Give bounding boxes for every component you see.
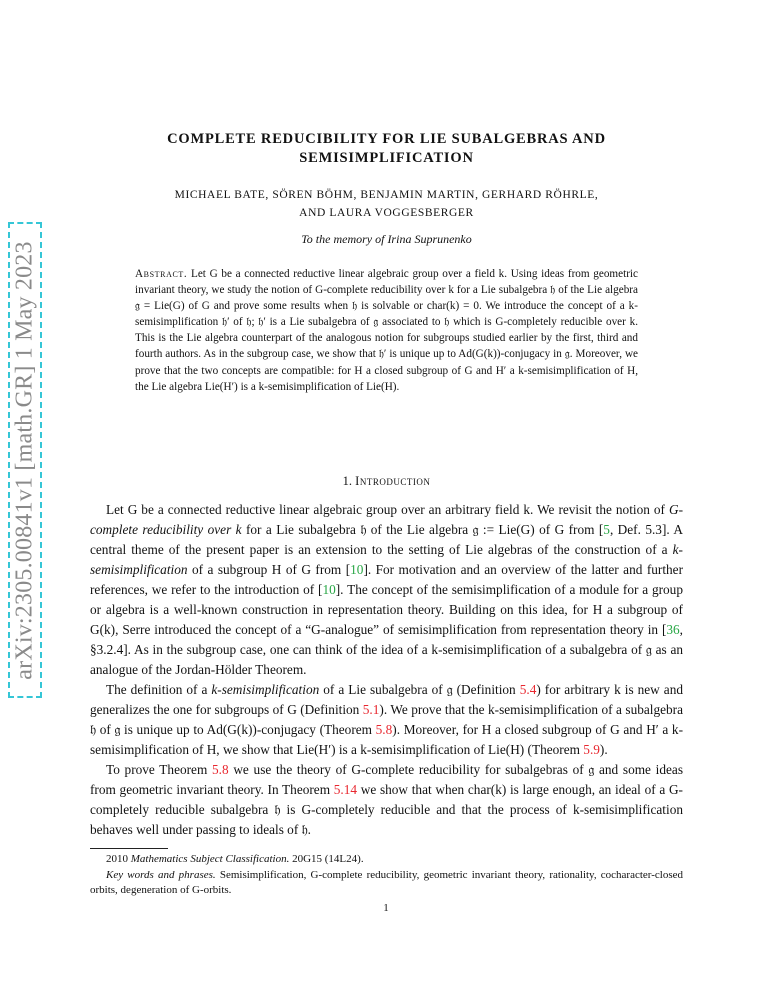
- abstract-text: Let G be a connected reductive linear algebraic group over a field k. Using ideas from geometric invariant theory, we study the notion of G-complete reducibility over k for a Lie subalgebra 𝔥 of the Lie algebra 𝔤 = Lie(G) of G and prove some results when 𝔥 is solvable or char(k) = 0. We introduce the concept of a k-semisimplification 𝔥′ of 𝔥; 𝔥′ is a Lie subalgebra of 𝔤 associated to 𝔥 which is G-completely reducible over k. This is the Lie algebra counterpart of the analogous notion for subgroups studied earlier by the first, third and fourth authors. As in the subgroup case, we show that 𝔥′ is unique up to Ad(G(k))-conjugacy in 𝔤. Moreover, we prove that the two concepts are compatible: for H a closed subgroup of G and H′ a k-semisimplification of H, the Lie algebra Lie(H′) is a k-semisimplification of Lie(H).: [135, 268, 639, 393]
- section-number: 1.: [342, 474, 353, 488]
- cross-reference-link[interactable]: 5.8: [375, 722, 393, 737]
- section-heading: [90, 474, 683, 489]
- arxiv-identifier: arXiv:2305.00841v1 [math.GR] 1 May 2023: [11, 240, 38, 680]
- introduction-body: [90, 500, 683, 840]
- dedication: To the memory of Irina Suprunenko: [301, 232, 472, 246]
- paragraph-1: Let G be a connected reductive linear algebraic group over an arbitrary field k. We revisit the notion of G-complete reducibility over k for a Lie subalgebra 𝔥 of the Lie algebra 𝔤 := Lie(G) of G from [5, Def. 5.3]. A central theme of the present paper is an extension to the setting of Lie algebras of the construction of a k-semisimplification of a subgroup H of G from [10]. For motivation and an overview of the latter and further references, we refer to the introduction of [10]. The concept of the semisimplification of a module for a group or algebra is a well-known construction in representation theory. Building on this idea, for H a subgroup of G(k), Serre introduced the concept of a “G-analogue” of semisimplification from representation theory in [36, §3.2.4]. As in the subgroup case, one can think of the idea of a k-semisimplification of a subalgebra of 𝔤 as an analogue of the Jordan-Hölder Theorem.: [90, 502, 683, 677]
- authors-line-2: AND LAURA VOGGESBERGER: [299, 207, 474, 219]
- paper-title: COMPLETE REDUCIBILITY FOR LIE SUBALGEBRAS AND SEMISIMPLIFICATION: [167, 131, 606, 166]
- cross-reference-link[interactable]: 5.8: [212, 762, 229, 777]
- cross-reference-link[interactable]: 5.9: [583, 742, 600, 757]
- cross-reference-link[interactable]: 5.14: [333, 782, 358, 797]
- abstract: [135, 266, 638, 395]
- authors-line-1: MICHAEL BATE, SÖREN BÖHM, BENJAMIN MARTIN, GERHARD RÖHRLE,: [174, 189, 599, 201]
- abstract-label: Abstract.: [135, 268, 188, 280]
- author-list: [110, 186, 663, 222]
- paragraph-2: The definition of a k-semisimplification of a Lie subalgebra of 𝔤 (Definition 5.4) for arbitrary k is new and generalizes the one for subgroups of G (Definition 5.1). We prove that the k-semisimplification of a subalgebra 𝔥 of 𝔤 is unique up to Ad(G(k))-conjugacy (Theorem 5.8). Moreover, for H a closed subgroup of G and H′ a k-semisimplification of H, we show that Lie(H′) is a k-semisimplification of Lie(H) (Theorem 5.9).: [90, 682, 684, 757]
- cross-reference-link[interactable]: 5.1: [362, 702, 380, 717]
- footnote-msc: 2010 Mathematics Subject Classification. 20G15 (14L24).: [106, 853, 364, 865]
- arxiv-identifier-stamp: [8, 222, 42, 698]
- footnote-keywords: Key words and phrases. Semisimplification, G-complete reducibility, geometric invariant theory, rationality, cocharacter-closed orbits, degeneration of G-orbits.: [90, 868, 684, 896]
- page-number: 1: [383, 902, 389, 914]
- section-title: Introduction: [355, 474, 431, 488]
- footnote-divider: [90, 848, 168, 849]
- citation-link[interactable]: 5: [603, 522, 610, 537]
- citation-link[interactable]: 10: [322, 582, 336, 597]
- citation-link[interactable]: 36: [666, 622, 680, 637]
- citation-link[interactable]: 10: [350, 562, 364, 577]
- footnotes: [90, 852, 683, 899]
- paragraph-3: To prove Theorem 5.8 we use the theory of G-complete reducibility for subalgebras of 𝔤 and some ideas from geometric invariant theory. In Theorem 5.14 we show that when char(k) is large enough, an ideal of a G-completely reducible subalgebra 𝔥 is G-completely reducible and that the process of k-semisimplification behaves well under passing to ideals of 𝔥.: [90, 762, 683, 837]
- cross-reference-link[interactable]: 5.4: [519, 682, 537, 697]
